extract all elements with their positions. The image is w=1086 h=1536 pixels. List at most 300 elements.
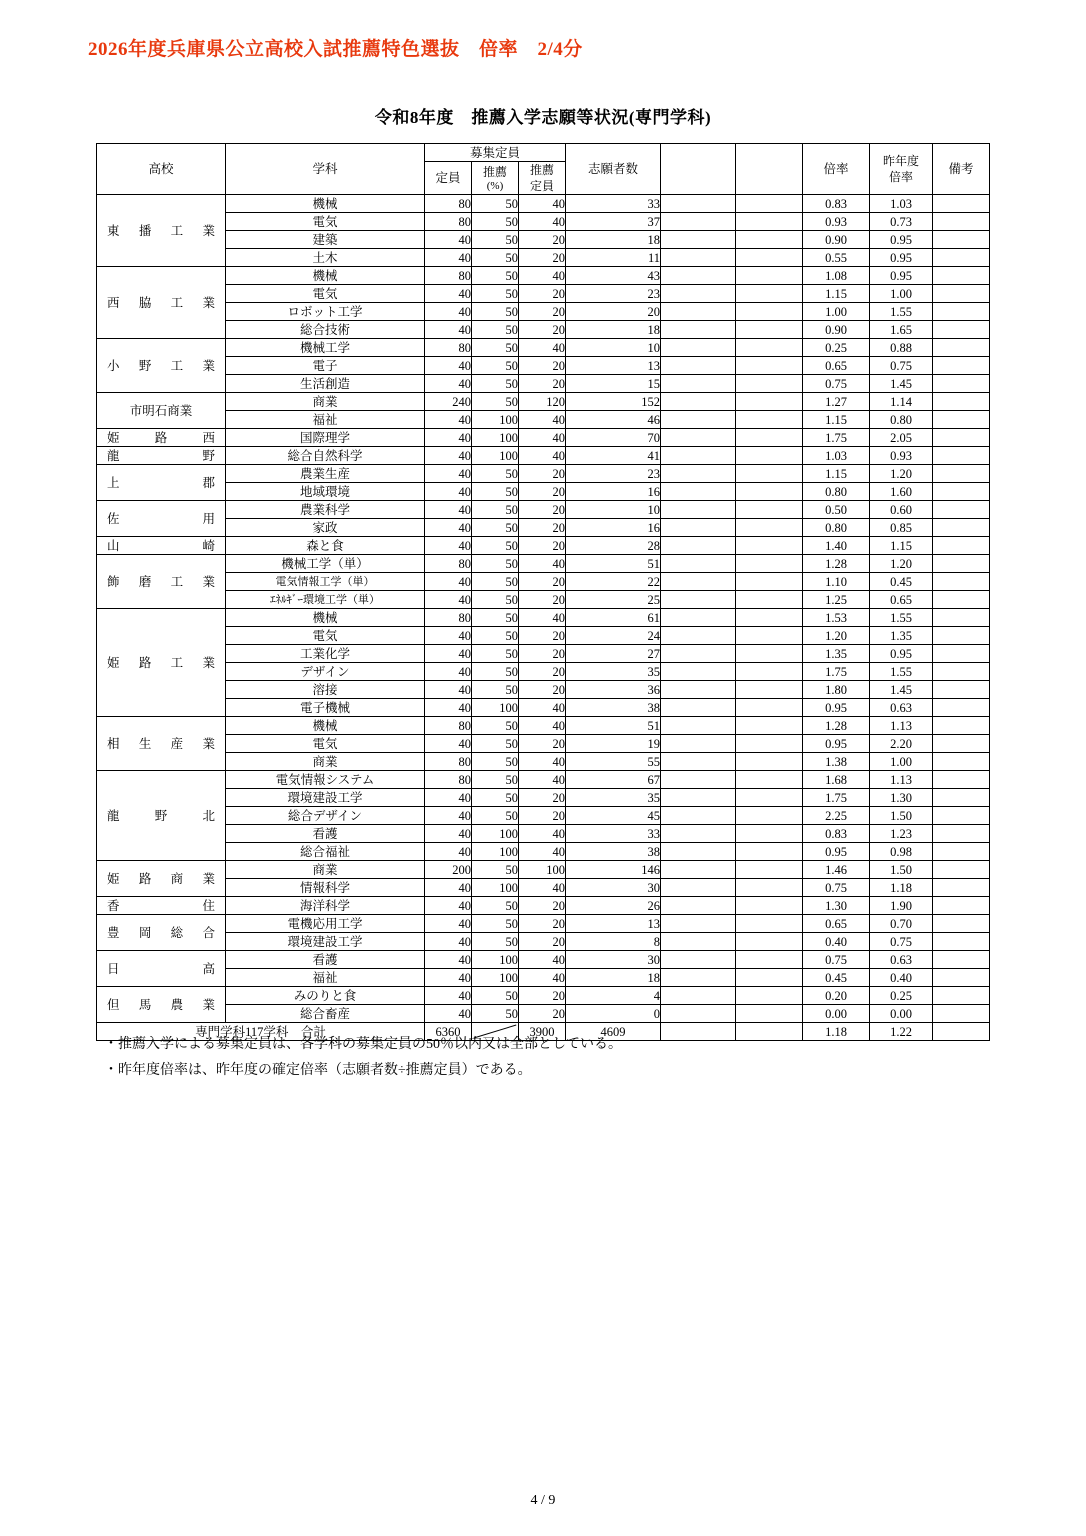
cell-blank-2 (736, 735, 803, 753)
table-row (97, 843, 990, 861)
cell-total-rate: 1.18 (803, 1023, 870, 1041)
cell-last-rate: 1.03 (870, 195, 933, 213)
cell-dept: ロボット工学 (226, 303, 425, 321)
cell-last-rate: 0.45 (870, 573, 933, 591)
cell-suisen-teiin: 20 (519, 321, 566, 339)
cell-rate: 0.83 (803, 825, 870, 843)
cell-last-rate: 0.93 (870, 447, 933, 465)
cell-blank-1 (661, 807, 736, 825)
cell-rate: 0.95 (803, 699, 870, 717)
cell-last-rate: 0.63 (870, 699, 933, 717)
cell-blank-2 (736, 249, 803, 267)
cell-dept: 看護 (226, 951, 425, 969)
cell-blank-1 (661, 339, 736, 357)
cell-teiin: 80 (425, 267, 472, 285)
cell-dept: みのりと食 (226, 987, 425, 1005)
cell-last-rate: 2.05 (870, 429, 933, 447)
cell-rate: 1.10 (803, 573, 870, 591)
cell-dept: 地域環境 (226, 483, 425, 501)
cell-teiin: 40 (425, 735, 472, 753)
cell-applicants: 70 (566, 429, 661, 447)
cell-suisen-pct: 50 (472, 195, 519, 213)
cell-last-rate: 0.60 (870, 501, 933, 519)
table-row (97, 771, 990, 789)
cell-dept: 機械工学 (226, 339, 425, 357)
cell-last-rate: 0.70 (870, 915, 933, 933)
table-row (97, 861, 990, 879)
cell-rate: 1.27 (803, 393, 870, 411)
cell-total-note (933, 1023, 990, 1041)
cell-teiin: 40 (425, 303, 472, 321)
cell-blank-1 (661, 753, 736, 771)
header-last-rate (870, 144, 933, 195)
cell-suisen-pct: 100 (472, 411, 519, 429)
cell-teiin: 40 (425, 879, 472, 897)
cell-applicants: 10 (566, 501, 661, 519)
cell-note (933, 699, 990, 717)
table-row (97, 699, 990, 717)
cell-applicants: 35 (566, 789, 661, 807)
cell-teiin: 40 (425, 807, 472, 825)
cell-note (933, 825, 990, 843)
cell-teiin: 40 (425, 231, 472, 249)
cell-rate: 0.75 (803, 951, 870, 969)
cell-dept: 商業 (226, 393, 425, 411)
cell-blank-2 (736, 951, 803, 969)
cell-suisen-pct: 50 (472, 627, 519, 645)
cell-school: 山 崎 (97, 537, 226, 555)
cell-dept: 情報科学 (226, 879, 425, 897)
cell-suisen-teiin: 40 (519, 879, 566, 897)
cell-applicants: 28 (566, 537, 661, 555)
recommendation-applicants-table (96, 143, 990, 1041)
cell-school: 相 生 産 業 (97, 717, 226, 771)
cell-dept: 電気 (226, 213, 425, 231)
cell-dept: 環境建設工学 (226, 789, 425, 807)
cell-teiin: 40 (425, 519, 472, 537)
cell-blank-2 (736, 843, 803, 861)
cell-school: 飾 磨 工 業 (97, 555, 226, 609)
cell-dept: 森と食 (226, 537, 425, 555)
cell-suisen-teiin: 20 (519, 735, 566, 753)
cell-teiin: 40 (425, 843, 472, 861)
cell-note (933, 933, 990, 951)
cell-teiin: 40 (425, 699, 472, 717)
cell-note (933, 447, 990, 465)
cell-suisen-teiin: 20 (519, 357, 566, 375)
cell-blank-1 (661, 717, 736, 735)
cell-school: 豊 岡 総 合 (97, 915, 226, 951)
cell-applicants: 55 (566, 753, 661, 771)
table-row (97, 753, 990, 771)
cell-dept: 機械 (226, 609, 425, 627)
cell-dept: 電子機械 (226, 699, 425, 717)
cell-applicants: 36 (566, 681, 661, 699)
cell-dept: 総合技術 (226, 321, 425, 339)
cell-school: 龍 野 (97, 447, 226, 465)
header-suisen-teiin (519, 162, 566, 195)
cell-applicants: 18 (566, 321, 661, 339)
cell-last-rate: 1.30 (870, 789, 933, 807)
cell-last-rate: 1.18 (870, 879, 933, 897)
cell-suisen-pct: 100 (472, 843, 519, 861)
cell-suisen-pct: 50 (472, 645, 519, 663)
cell-suisen-pct: 50 (472, 267, 519, 285)
cell-dept: 電気 (226, 285, 425, 303)
cell-applicants: 33 (566, 825, 661, 843)
header-dept: 学科 (226, 144, 425, 195)
cell-teiin: 40 (425, 465, 472, 483)
cell-blank-2 (736, 627, 803, 645)
cell-note (933, 231, 990, 249)
cell-blank-1 (661, 771, 736, 789)
cell-rate: 1.25 (803, 591, 870, 609)
cell-suisen-teiin: 20 (519, 645, 566, 663)
cell-suisen-teiin: 40 (519, 429, 566, 447)
cell-dept: 機械 (226, 195, 425, 213)
cell-dept: 商業 (226, 753, 425, 771)
cell-suisen-teiin: 20 (519, 231, 566, 249)
cell-teiin: 40 (425, 411, 472, 429)
table-body (97, 195, 990, 1041)
table-row (97, 969, 990, 987)
cell-teiin: 40 (425, 429, 472, 447)
cell-rate: 1.80 (803, 681, 870, 699)
header-quota-group: 募集定員 (425, 144, 566, 162)
cell-teiin: 40 (425, 483, 472, 501)
cell-blank-2 (736, 573, 803, 591)
cell-rate: 1.15 (803, 285, 870, 303)
cell-applicants: 43 (566, 267, 661, 285)
cell-blank-1 (661, 645, 736, 663)
cell-rate: 0.75 (803, 375, 870, 393)
cell-suisen-pct: 50 (472, 519, 519, 537)
cell-dept: 福祉 (226, 969, 425, 987)
cell-suisen-teiin: 20 (519, 303, 566, 321)
header-suisen-pct (472, 162, 519, 195)
header-note: 備考 (933, 144, 990, 195)
table-row (97, 915, 990, 933)
cell-blank-1 (661, 285, 736, 303)
cell-blank-1 (661, 699, 736, 717)
cell-dept: 電子 (226, 357, 425, 375)
table-row (97, 573, 990, 591)
cell-blank-2 (736, 537, 803, 555)
cell-teiin: 40 (425, 1005, 472, 1023)
cell-teiin: 40 (425, 249, 472, 267)
cell-suisen-pct: 50 (472, 717, 519, 735)
cell-teiin: 80 (425, 717, 472, 735)
cell-last-rate: 0.80 (870, 411, 933, 429)
cell-blank-1 (661, 213, 736, 231)
cell-blank-2 (736, 861, 803, 879)
cell-note (933, 753, 990, 771)
cell-applicants: 18 (566, 231, 661, 249)
cell-note (933, 771, 990, 789)
header-last-rate-line1: 昨年度 (882, 154, 919, 168)
cell-teiin: 80 (425, 609, 472, 627)
cell-blank-1 (661, 249, 736, 267)
cell-blank-2 (736, 375, 803, 393)
cell-note (933, 357, 990, 375)
cell-blank-2 (736, 969, 803, 987)
cell-dept: 家政 (226, 519, 425, 537)
cell-teiin: 80 (425, 195, 472, 213)
table-row (97, 267, 990, 285)
cell-applicants: 23 (566, 285, 661, 303)
cell-last-rate: 1.65 (870, 321, 933, 339)
cell-school: 上 郡 (97, 465, 226, 501)
cell-blank-2 (736, 1005, 803, 1023)
cell-blank-1 (661, 789, 736, 807)
cell-note (933, 843, 990, 861)
cell-dept: 看護 (226, 825, 425, 843)
cell-note (933, 393, 990, 411)
cell-blank-2 (736, 321, 803, 339)
cell-note (933, 717, 990, 735)
cell-suisen-pct: 50 (472, 771, 519, 789)
cell-last-rate: 1.00 (870, 285, 933, 303)
cell-note (933, 285, 990, 303)
header-last-rate-line2: 倍率 (888, 170, 913, 184)
cell-applicants: 46 (566, 411, 661, 429)
table-row (97, 879, 990, 897)
cell-note (933, 627, 990, 645)
cell-blank-1 (661, 375, 736, 393)
cell-blank-2 (736, 663, 803, 681)
cell-last-rate: 1.13 (870, 771, 933, 789)
cell-suisen-teiin: 100 (519, 861, 566, 879)
cell-dept: 生活創造 (226, 375, 425, 393)
cell-dept: 総合畜産 (226, 1005, 425, 1023)
cell-applicants: 146 (566, 861, 661, 879)
cell-blank-2 (736, 987, 803, 1005)
table-row (97, 537, 990, 555)
cell-applicants: 22 (566, 573, 661, 591)
cell-rate: 1.75 (803, 789, 870, 807)
cell-suisen-teiin: 20 (519, 789, 566, 807)
cell-blank-2 (736, 231, 803, 249)
cell-applicants: 20 (566, 303, 661, 321)
cell-teiin: 40 (425, 591, 472, 609)
cell-blank-2 (736, 519, 803, 537)
cell-dept: ｴﾈﾙｷﾞｰ環境工学（単） (226, 591, 425, 609)
header-rate: 倍率 (803, 144, 870, 195)
page-title: 令和8年度 推薦入学志願等状況(専門学科) (374, 108, 712, 127)
cell-teiin: 80 (425, 339, 472, 357)
cell-dept: 電機応用工学 (226, 915, 425, 933)
cell-note (933, 555, 990, 573)
cell-last-rate: 0.00 (870, 1005, 933, 1023)
table-row (97, 483, 990, 501)
cell-applicants: 33 (566, 195, 661, 213)
cell-applicants: 13 (566, 357, 661, 375)
cell-dept: 溶接 (226, 681, 425, 699)
table-row (97, 195, 990, 213)
table-row (97, 591, 990, 609)
cell-blank-2 (736, 879, 803, 897)
cell-blank-1 (661, 915, 736, 933)
cell-suisen-pct: 50 (472, 663, 519, 681)
cell-blank-2 (736, 699, 803, 717)
cell-blank-1 (661, 951, 736, 969)
cell-note (933, 213, 990, 231)
cell-rate: 1.75 (803, 663, 870, 681)
cell-applicants: 16 (566, 483, 661, 501)
cell-dept: 総合デザイン (226, 807, 425, 825)
cell-teiin: 40 (425, 789, 472, 807)
cell-teiin: 200 (425, 861, 472, 879)
cell-note (933, 411, 990, 429)
cell-blank-1 (661, 861, 736, 879)
cell-blank-2 (736, 447, 803, 465)
cell-dept: 福祉 (226, 411, 425, 429)
cell-applicants: 67 (566, 771, 661, 789)
cell-note (933, 591, 990, 609)
cell-teiin: 40 (425, 969, 472, 987)
cell-blank-1 (661, 303, 736, 321)
cell-applicants: 45 (566, 807, 661, 825)
cell-suisen-teiin: 20 (519, 933, 566, 951)
cell-dept: 国際理学 (226, 429, 425, 447)
table-row (97, 627, 990, 645)
cell-last-rate: 0.85 (870, 519, 933, 537)
cell-suisen-teiin: 20 (519, 573, 566, 591)
cell-blank-1 (661, 411, 736, 429)
cell-teiin: 40 (425, 645, 472, 663)
cell-suisen-teiin: 40 (519, 753, 566, 771)
table-row (97, 933, 990, 951)
cell-suisen-teiin: 40 (519, 213, 566, 231)
cell-teiin: 40 (425, 285, 472, 303)
cell-blank-2 (736, 357, 803, 375)
cell-suisen-pct: 50 (472, 555, 519, 573)
cell-blank-2 (736, 609, 803, 627)
cell-suisen-teiin: 20 (519, 987, 566, 1005)
cell-teiin: 40 (425, 375, 472, 393)
cell-blank-2 (736, 717, 803, 735)
cell-rate: 1.40 (803, 537, 870, 555)
cell-suisen-teiin: 40 (519, 411, 566, 429)
cell-blank-1 (661, 735, 736, 753)
cell-teiin: 80 (425, 753, 472, 771)
cell-rate: 1.15 (803, 411, 870, 429)
cell-suisen-pct: 50 (472, 249, 519, 267)
cell-blank-2 (736, 771, 803, 789)
table-row (97, 213, 990, 231)
cell-total-label: 専門学科117学科 合計 (97, 1023, 425, 1041)
cell-school: 但 馬 農 業 (97, 987, 226, 1023)
table-row (97, 249, 990, 267)
cell-suisen-pct: 50 (472, 591, 519, 609)
cell-suisen-pct: 50 (472, 375, 519, 393)
header-school: 高校 (97, 144, 226, 195)
cell-dept: 総合自然科学 (226, 447, 425, 465)
footnote-2: ・昨年度倍率は、昨年度の確定倍率（志願者数÷推薦定員）である。 (104, 1063, 532, 1078)
cell-note (933, 735, 990, 753)
cell-rate: 2.25 (803, 807, 870, 825)
cell-applicants: 8 (566, 933, 661, 951)
cell-last-rate: 1.45 (870, 681, 933, 699)
cell-last-rate: 0.63 (870, 951, 933, 969)
cell-suisen-teiin: 20 (519, 465, 566, 483)
cell-rate: 0.00 (803, 1005, 870, 1023)
cell-blank-1 (661, 519, 736, 537)
cell-note (933, 249, 990, 267)
cell-teiin: 40 (425, 627, 472, 645)
cell-note (933, 807, 990, 825)
cell-rate: 0.55 (803, 249, 870, 267)
cell-rate: 1.30 (803, 897, 870, 915)
cell-total-applicants: 4609 (566, 1023, 661, 1041)
cell-rate: 1.28 (803, 717, 870, 735)
cell-suisen-pct: 50 (472, 321, 519, 339)
cell-blank-1 (661, 537, 736, 555)
cell-dept: 機械工学（単） (226, 555, 425, 573)
cell-note (933, 969, 990, 987)
cell-last-rate: 1.45 (870, 375, 933, 393)
cell-blank-1 (661, 447, 736, 465)
cell-blank-1 (661, 627, 736, 645)
cell-note (933, 573, 990, 591)
cell-note (933, 429, 990, 447)
cell-note (933, 897, 990, 915)
cell-note (933, 267, 990, 285)
cell-blank-1 (661, 267, 736, 285)
cell-blank-2 (736, 789, 803, 807)
cell-teiin: 40 (425, 681, 472, 699)
cell-rate: 0.80 (803, 519, 870, 537)
header-blank-2 (736, 144, 803, 195)
cell-applicants: 152 (566, 393, 661, 411)
cell-note (933, 987, 990, 1005)
cell-blank-1 (661, 843, 736, 861)
table-row (97, 519, 990, 537)
page-number: 4 / 9 (530, 1493, 556, 1508)
cell-suisen-pct: 50 (472, 285, 519, 303)
table-row (97, 501, 990, 519)
cell-suisen-pct: 50 (472, 339, 519, 357)
cell-blank-1 (661, 195, 736, 213)
cell-teiin: 40 (425, 573, 472, 591)
cell-suisen-teiin: 40 (519, 267, 566, 285)
header-suisen-pct-line1: 推薦 (482, 164, 507, 179)
cell-note (933, 465, 990, 483)
table-row (97, 609, 990, 627)
cell-teiin: 40 (425, 987, 472, 1005)
cell-suisen-teiin: 20 (519, 807, 566, 825)
cell-blank-2 (736, 213, 803, 231)
cell-note (933, 303, 990, 321)
cell-applicants: 19 (566, 735, 661, 753)
cell-blank-1 (661, 681, 736, 699)
cell-suisen-teiin: 20 (519, 591, 566, 609)
cell-blank-2 (736, 915, 803, 933)
cell-applicants: 37 (566, 213, 661, 231)
table-row (97, 231, 990, 249)
cell-suisen-pct: 50 (472, 807, 519, 825)
cell-suisen-pct: 100 (472, 429, 519, 447)
cell-note (933, 681, 990, 699)
cell-suisen-pct: 50 (472, 537, 519, 555)
cell-applicants: 38 (566, 843, 661, 861)
cell-rate: 1.00 (803, 303, 870, 321)
cell-blank-1 (661, 897, 736, 915)
cell-suisen-pct: 50 (472, 573, 519, 591)
cell-blank-1 (661, 573, 736, 591)
cell-blank-1 (661, 231, 736, 249)
cell-suisen-teiin: 40 (519, 825, 566, 843)
